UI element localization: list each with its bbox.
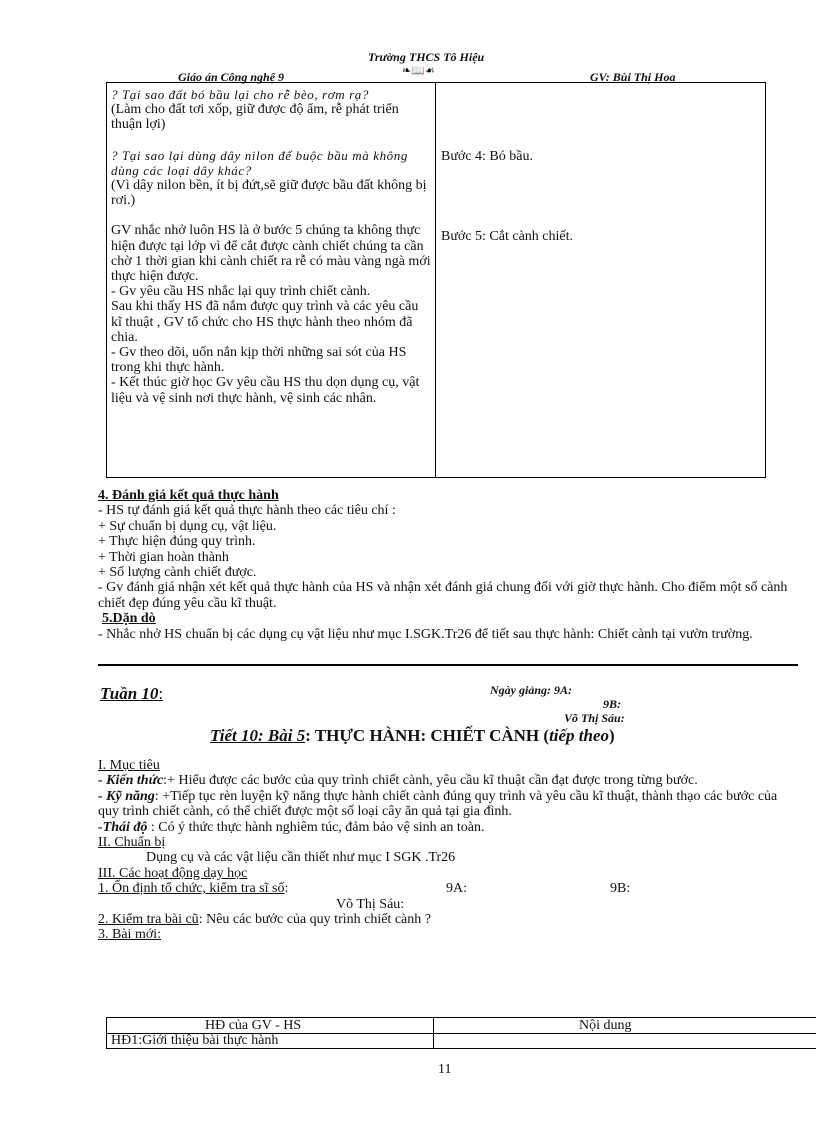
activity-table [106, 1017, 816, 1049]
review-question: 2. Kiểm tra bài cũ: Nêu các bước của quy trình chiết cành ? [98, 912, 431, 928]
lesson-continued: tiếp theo [549, 726, 610, 745]
paragraph-text: - Gv yêu cầu HS nhắc lại quy trình chiết cành. [111, 284, 371, 300]
table-column-divider [435, 83, 436, 477]
organization-line: 1. Ổn định tổ chức, kiểm tra sĩ số: 9A: 9B: [98, 881, 631, 897]
evaluation-list [98, 503, 798, 611]
paragraph-gap [111, 133, 431, 148]
evaluation-item: - HS tự đánh giá kết quả thực hành theo các tiêu chí : [98, 503, 396, 519]
organization-teacher: Võ Thị Sáu: [336, 896, 405, 912]
lesson-close-paren: ) [609, 726, 615, 745]
paragraph-text: (Làm cho đất tơi xốp, giữ được độ ẩm, rễ phát triển thuận lợi) [111, 102, 399, 133]
paragraph-gap [111, 208, 431, 223]
evaluation-item: + Thời gian hoàn thành [98, 549, 229, 565]
lesson-id: Tiết 10: Bài 5 [210, 726, 306, 745]
new-lesson-title: 3. Bài mới: [98, 927, 162, 943]
evaluation-item: + Số lượng cành chiết được. [98, 565, 257, 581]
evaluation-title: 4. Đánh giá kết quả thực hành [98, 488, 279, 503]
class-9b-label: 9B: [603, 697, 621, 711]
school-name: Trường THCS Tô Hiệu [368, 50, 485, 64]
evaluation-item: - Gv đánh giá nhận xét kết quả thực hành của HS và nhận xét đánh giá chung đối với giờ thực hành. Cho điểm một số cành chiết đẹp đúng yêu cầu kĩ thuật. [98, 580, 788, 611]
preparation-title: II. Chuẩn bị [98, 835, 166, 851]
question-text: ? Tại sao đất bó bầu lại cho rễ bèo, rơm rạ? [111, 87, 369, 102]
question-text: ? Tại sao lại dùng dây nilon để buộc bầu mà không dùng các loại dây khác? [111, 147, 408, 178]
paragraph-text: GV nhắc nhở luôn HS là ở bước 5 chúng ta không thực hiện được tại lớp vì để cắt được cành chiết chúng ta cần chờ 1 thời gian khi cành chiết ra rễ có màu vàng ngà mới thực hiện được. [111, 223, 431, 285]
class-9a-count: 9A: [446, 881, 467, 897]
activity-1-row: HĐ1:Giới thiệu bài thực hành [111, 1033, 279, 1048]
evaluation-item: + Sự chuẩn bị dụng cụ, vật liệu. [98, 518, 277, 534]
page-number: 11 [438, 1062, 452, 1077]
paragraph-text: (Vì dây nilon bền, ít bị đứt,sẽ giữ được bầu đất không bị rơi.) [111, 178, 427, 209]
evaluation-item: + Thực hiện đúng quy trình. [98, 534, 256, 550]
lesson-title [210, 726, 615, 746]
homework-text: - Nhắc nhở HS chuẩn bị các dụng cụ vật liệu như mục I.SGK.Tr26 để tiết sau thực hành: Chiết cành tại vườn trường. [98, 626, 753, 642]
skills-objective: - Kỹ năng: +Tiếp tục rèn luyện kỹ năng thực hành chiết cành đúng quy trình và yêu cầu kĩ thuật, thành thạo các bước của quy trình chiết cành, có thể chiết được một số loại cây ăn quả tại gia đình. [98, 788, 778, 820]
lesson-name: : THỰC HÀNH: CHIẾT CÀNH ( [305, 726, 550, 745]
teacher-name: GV: Bùi Thị Hoa [590, 70, 676, 84]
section-divider [98, 664, 798, 666]
knowledge-objective: - Kiến thức:+ Hiểu được các bước của quy trình chiết cành, yêu cầu kĩ thuật cần đạt được trong từng bước. [98, 773, 698, 789]
evaluation-section [98, 488, 798, 642]
attitude-objective: -Thái độ : Có ý thức thực hành nghiêm túc, đảm bảo vệ sinh an toàn. [98, 819, 485, 835]
class-9b-count: 9B: [610, 881, 631, 897]
step-4-text: Bước 4: Bó bầu. [441, 149, 533, 164]
teaching-date: Ngày giảng: 9A: [490, 683, 572, 697]
subject-title: Giáo án Công nghệ 9 [178, 70, 285, 84]
homework-title: 5.Dặn dò [102, 611, 156, 627]
activities-title: III. Các hoạt động dạy học [98, 865, 248, 881]
col-content-header: Nội dung [579, 1018, 632, 1033]
objectives-title: I. Mục tiêu [98, 758, 160, 773]
paragraph-text: Sau khi thấy HS đã nắm được quy trình và các yêu cầu kĩ thuật , GV tổ chức cho HS thực hành theo nhóm đã chia. [111, 299, 419, 345]
objectives-section [98, 758, 798, 943]
paragraph-text: - Kết thúc giờ học Gv yêu cầu HS thu dọn dụng cụ, vật liệu và vệ sinh nơi thực hành, vệ sinh các nhân. [111, 375, 420, 406]
paragraph-text: - Gv theo dõi, uốn nắn kịp thời những sai sót của HS trong khi thực hành. [111, 345, 407, 376]
week-label: Tuần 10: [100, 684, 164, 703]
col-teacher-student-header: HĐ của GV - HS [205, 1018, 302, 1033]
book-ornament-icon: ❧📖☙ [402, 65, 435, 77]
substitute-teacher: Võ Thị Sáu: [564, 711, 625, 725]
preparation-text: Dụng cụ và các vật liệu cần thiết như mục I SGK .Tr26 [146, 850, 456, 866]
lesson-table-continued [106, 82, 766, 478]
teacher-activity-cell [111, 87, 431, 406]
step-5-text: Bước 5: Cắt cành chiết. [441, 229, 574, 244]
